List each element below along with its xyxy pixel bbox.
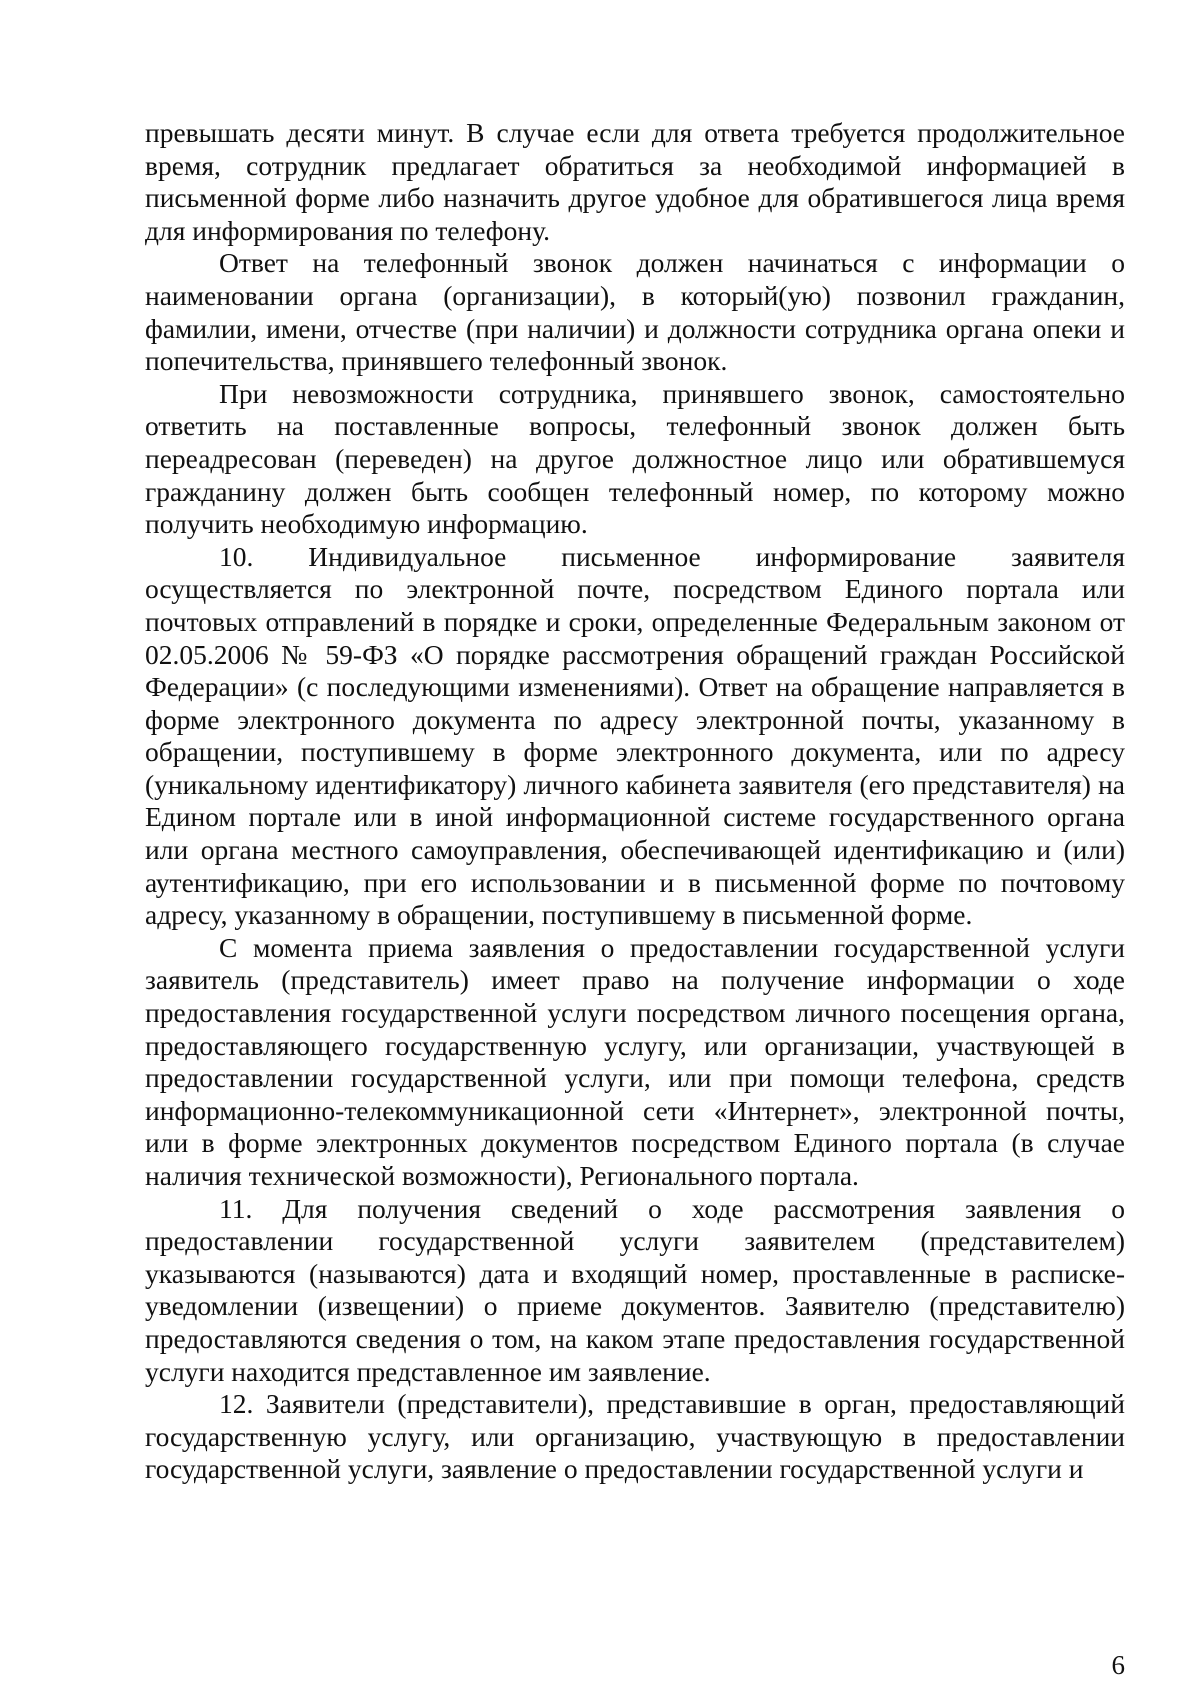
- document-body: [145, 117, 1125, 1486]
- paragraph-10: 10. Индивидуальное письменное информирование заявителя осуществляется по электронной почте, посредством Единого портала или почтовых отправлений в порядке и сроки, определенные Федеральным законом от 02.05.2006 № 59-ФЗ «О порядке рассмотрения обращений граждан Российской Федерации» (с последующими изменениями). Ответ на обращение направляется в форме электронного документа по адресу электронной почты, указанному в обращении, поступившему в форме электронного документа, или по адресу (уникальному идентификатору) личного кабинета заявителя (его представителя) на Едином портале или в иной информационной системе государственного органа или органа местного самоуправления, обеспечивающей идентификацию и (или) аутентификацию, при его использовании и в письменной форме по почтовому адресу, указанному в обращении, поступившему в письменной форме.: [145, 540, 1125, 931]
- page-number: 6: [1111, 1650, 1125, 1680]
- paragraph-12: 12. Заявители (представители), представившие в орган, предоставляющий государственную услугу, или организацию, участвующую в предоставлении государственной услуги, заявление о предоставлении государственной услуги и: [145, 1388, 1125, 1485]
- paragraph-progress-info: С момента приема заявления о предоставлении государственной услуги заявитель (представитель) имеет право на получение информации о ходе предоставления государственной услуги посредством личного посещения органа, предоставляющего государственную услугу, или организации, участвующей в предоставлении государственной услуги, или при помощи телефона, средств информационно-телекоммуникационной сети «Интернет», электронной почты, или в форме электронных документов посредством Единого портала (в случае наличия технической возможности), Регионального портала.: [145, 931, 1125, 1191]
- paragraph-redirect: При невозможности сотрудника, принявшего звонок, самостоятельно ответить на поставленные вопросы, телефонный звонок должен быть переадресован (переведен) на другое должностное лицо или обратившемуся гражданину должен быть сообщен телефонный номер, по которому можно получить необходимую информацию.: [145, 377, 1125, 540]
- paragraph-phone-answer: Ответ на телефонный звонок должен начинаться с информации о наименовании органа (организации), в который(ую) позвонил гражданин, фамилии, имени, отчестве (при наличии) и должности сотрудника органа опеки и попечительства, принявшего телефонный звонок.: [145, 247, 1125, 377]
- paragraph-continuation: превышать десяти минут. В случае если для ответа требуется продолжительное время, сотрудник предлагает обратиться за необходимой информацией в письменной форме либо назначить другое удобное для обратившегося лица время для информирования по телефону.: [145, 117, 1125, 246]
- paragraph-11: 11. Для получения сведений о ходе рассмотрения заявления о предоставлении государственной услуги заявителем (представителем) указываются (называются) дата и входящий номер, проставленные в расписке-уведомлении (извещении) о приеме документов. Заявителю (представителю) предоставляются сведения о том, на каком этапе предоставления государственной услуги находится представленное им заявление.: [145, 1192, 1125, 1387]
